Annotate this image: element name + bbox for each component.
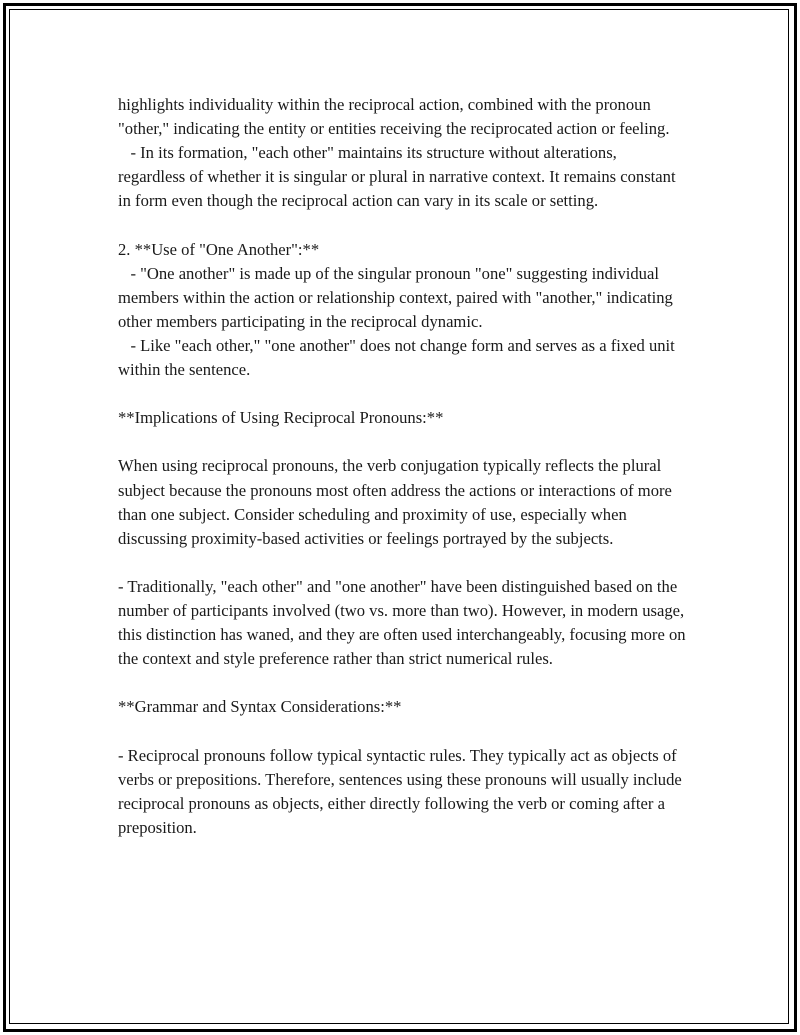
paragraph-gap <box>118 213 688 237</box>
paragraph-one-another: 2. **Use of "One Another":** - "One another" is made up of the singular pronoun "one" suggesting individual members within the action or relationship context, paired with "another," indicating other members participating in the reciprocal dynamic. - Like "each other," "one another" does not change form and serves as a fixed unit within the sentence. <box>118 239 675 380</box>
paragraph-gap <box>118 671 688 695</box>
paragraph-gap <box>118 382 688 406</box>
paragraph-verb-conjugation: When using reciprocal pronouns, the verb conjugation typically reflects the plural subject because the pronouns most often address the actions or interactions of more than one subject. Consider scheduling and proximity of use, especially when discussing proximity-based activities or feelings portrayed by the subjects. <box>118 456 677 548</box>
paragraph-each-other-formation: highlights individuality within the reciprocal action, combined with the pronoun "other," indicating the entity or entities receiving the reciprocated action or feeling. - In its formation, "each other" maintains its structure without alterations, regardless of whether it is singular or plural in narrative context. It remains constant in form even though the reciprocal action can vary in its scale or setting. <box>118 95 676 211</box>
paragraph-gap <box>118 719 688 743</box>
heading-implications: **Implications of Using Reciprocal Pronouns:** <box>118 408 444 428</box>
paragraph-gap <box>118 430 688 454</box>
paragraph-syntactic-rules: - Reciprocal pronouns follow typical syntactic rules. They typically act as objects of verbs or prepositions. Therefore, sentences using these pronouns will usually include reciprocal pronouns as objects, either directly following the verb or coming after a preposition. <box>118 745 686 837</box>
paragraph-gap <box>118 551 688 575</box>
document-body <box>118 93 688 840</box>
paragraph-traditional-distinction: - Traditionally, "each other" and "one another" have been distinguished based on the number of participants involved (two vs. more than two). However, in modern usage, this distinction has waned, and they are often used interchangeably, focusing more on the context and style preference rather than strict numerical rules. <box>118 576 690 669</box>
heading-grammar-syntax: **Grammar and Syntax Considerations:** <box>118 697 402 717</box>
